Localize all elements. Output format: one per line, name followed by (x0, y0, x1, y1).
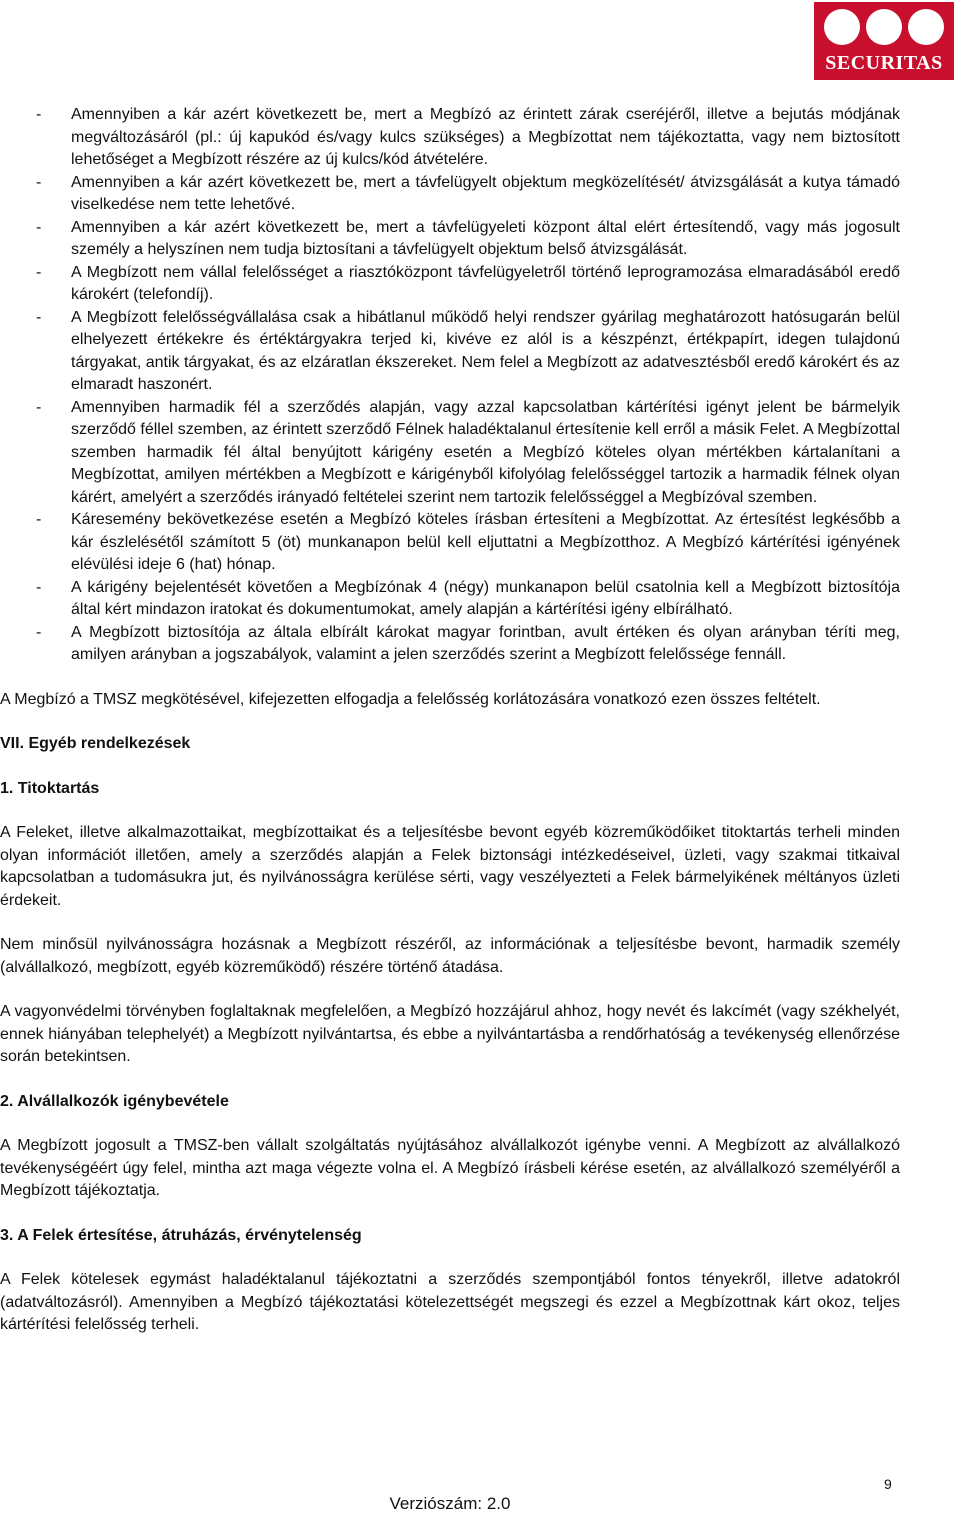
list-item: - Amennyiben a kár azért következett be, mert a távfelügyeleti központ által elért értesítendő, vagy más jogosult személy a helyszínen nem tudja biztosítani a távfelügyelt objektum belső átvizsgálását. (36, 218, 900, 258)
subsection-heading-notification: 3. A Felek értesítése, átruházás, érvénytelenség (0, 1226, 362, 1244)
list-item: - Amennyiben a kár azért következett be, mert a távfelügyelt objektum megközelítését/ átvizsgálását a kutya támadó viselkedése nem tette lehetővé. (36, 173, 900, 213)
list-item: - A Megbízott nem vállal felelősséget a riasztóközpont távfelügyeletről történő leprogramozása elmaradásából eredő károkért (telefondíj). (36, 263, 900, 303)
subsection-heading-subcontractors: 2. Alvállalkozók igénybevétele (0, 1092, 229, 1110)
logo-dots-icon (822, 7, 946, 47)
list-item: - A Megbízott biztosítója az általa elbírált károkat magyar forintban, avult értéken és olyan arányban téríti meg, amilyen arányban a jogszabályok, valamint a jelen szerződés szerint a Megbízott felelőssége fennáll. (36, 623, 900, 663)
paragraph: A Megbízott jogosult a TMSZ-ben vállalt szolgáltatás nyújtásához alvállalkozót igénybe venni. A Megbízott az alvállalkozó tevékenységéért úgy felel, mintha azt maga végezte volna el. A Megbízó írásbeli kérése esetén, az alvállalkozó személyéről a Megbízott tájékoztatja. (0, 1137, 900, 1199)
liability-exclusions-list (0, 104, 900, 667)
paragraph: A vagyonvédelmi törvényben foglaltaknak megfelelően, a Megbízó hozzájárul ahhoz, hogy nevét és lakcímét (vagy székhelyét, ennek hiányában telephelyét) a Megbízott nyilvántartsa, és ebbe a nyilvántartásba a rendőrhatóság a tevékenység ellenőrzése során betekintsen. (0, 1003, 900, 1065)
list-item: - Amennyiben a kár azért következett be, mert a Megbízó az érintett zárak cseréjéről, illetve a bejutás módjának megváltozásáról (pl.: új kapukód és/vagy kulcs szükséges) a Megbízottat nem tájékoztatta, vagy nem biztosított lehetőséget a Megbízott részére az új kulcs/kód átvételére. (36, 106, 900, 168)
section-heading: VII. Egyéb rendelkezések (0, 735, 191, 752)
securitas-logo (814, 2, 954, 80)
logo-wordmark: SECURITAS (825, 52, 943, 74)
list-item: - A kárigény bejelentését követően a Megbízónak 4 (négy) munkanapon belül csatolnia kell a Megbízott biztosítója által kért mindazon iratokat és dokumentumokat, amely alapján a kártérítési igény elbírálható. (36, 578, 900, 618)
subsection-heading-confidentiality: 1. Titoktartás (0, 779, 100, 797)
list-item: - Káresemény bekövetkezése esetén a Megbízó köteles írásban értesíteni a Megbízottat. Az értesítést legkésőbb a kár észlelésétől számított 5 (öt) munkanapon belül kell eljuttatni a Megbízotthoz. A Megbízó kártérítési igényének elévülési ideje 6 (hat) hónap. (36, 511, 900, 573)
document-body (0, 104, 900, 1337)
paragraph: A Felek kötelesek egymást haladéktalanul tájékoztatni a szerződés szempontjából fontos tényekről, illetve adatokról (adatváltozásról). Amennyiben a Megbízó tájékoztatási kötelezettségét megszegi és ezzel a Megbízottnak kárt okoz, teljes kártérítési felelősség terheli. (0, 1271, 900, 1333)
list-item: - A Megbízott felelősségvállalása csak a hibátlanul működő helyi rendszer gyárilag meghatározott hatósugarán belül elhelyezett értékekre és értéktárgyakra terjed ki, kivéve ez alól is a készpénzt, értékpapírt, idegen tulajdonú tárgyakat, antik tárgyakat, és az elzáratlan ékszereket. Nem felel a Megbízott az adatvesztésből eredő károkért és az elmaradt haszonért. (36, 308, 900, 393)
summary-paragraph: A Megbízó a TMSZ megkötésével, kifejezetten elfogadja a felelősség korlátozására vonatkozó ezen összes feltételt. (0, 690, 821, 708)
list-item: - Amennyiben harmadik fél a szerződés alapján, vagy azzal kapcsolatban kártérítési igényt jelent be bármelyik szerződő féllel szemben, az érintett szerződő Félnek haladéktalanul értesítenie kell erről a másik Felet. A Megbízottal szemben harmadik fél által benyújtott kárigény esetén a Megbízó köteles olyan mértékben kártalanítani a Megbízottat, amilyen mértékben a Megbízott e kárigényből kifolyólag felelősséggel tartozik a harmadik félnek olyan kárért, amelyért a szerződés irányadó feltételei szerint nem tartozik felelősséggel a Megbízóval szemben. (36, 398, 900, 506)
paragraph: Nem minősül nyilvánosságra hozásnak a Megbízott részéről, az információnak a teljesítésbe bevont, harmadik személy (alvállalkozó, megbízott, egyéb közreműködő) részére történő átadása. (0, 936, 900, 976)
paragraph: A Feleket, illetve alkalmazottaikat, megbízottaikat és a teljesítésbe bevont egyéb közreműködőiket titoktartás terheli minden olyan információt illetően, amely a szerződés alapján a Felek biztonsági intézkedéseivel, üzleti, vagy szakmai titkaival kapcsolatban a tudomásukra jut, és nyilvánosságra kerülése sérti, vagy veszélyezteti a Felek bármelyikének méltányos üzleti érdekeit. (0, 824, 900, 909)
page-number: 9 (884, 1476, 892, 1492)
version-label: Verziószám: 2.0 (389, 1494, 511, 1513)
